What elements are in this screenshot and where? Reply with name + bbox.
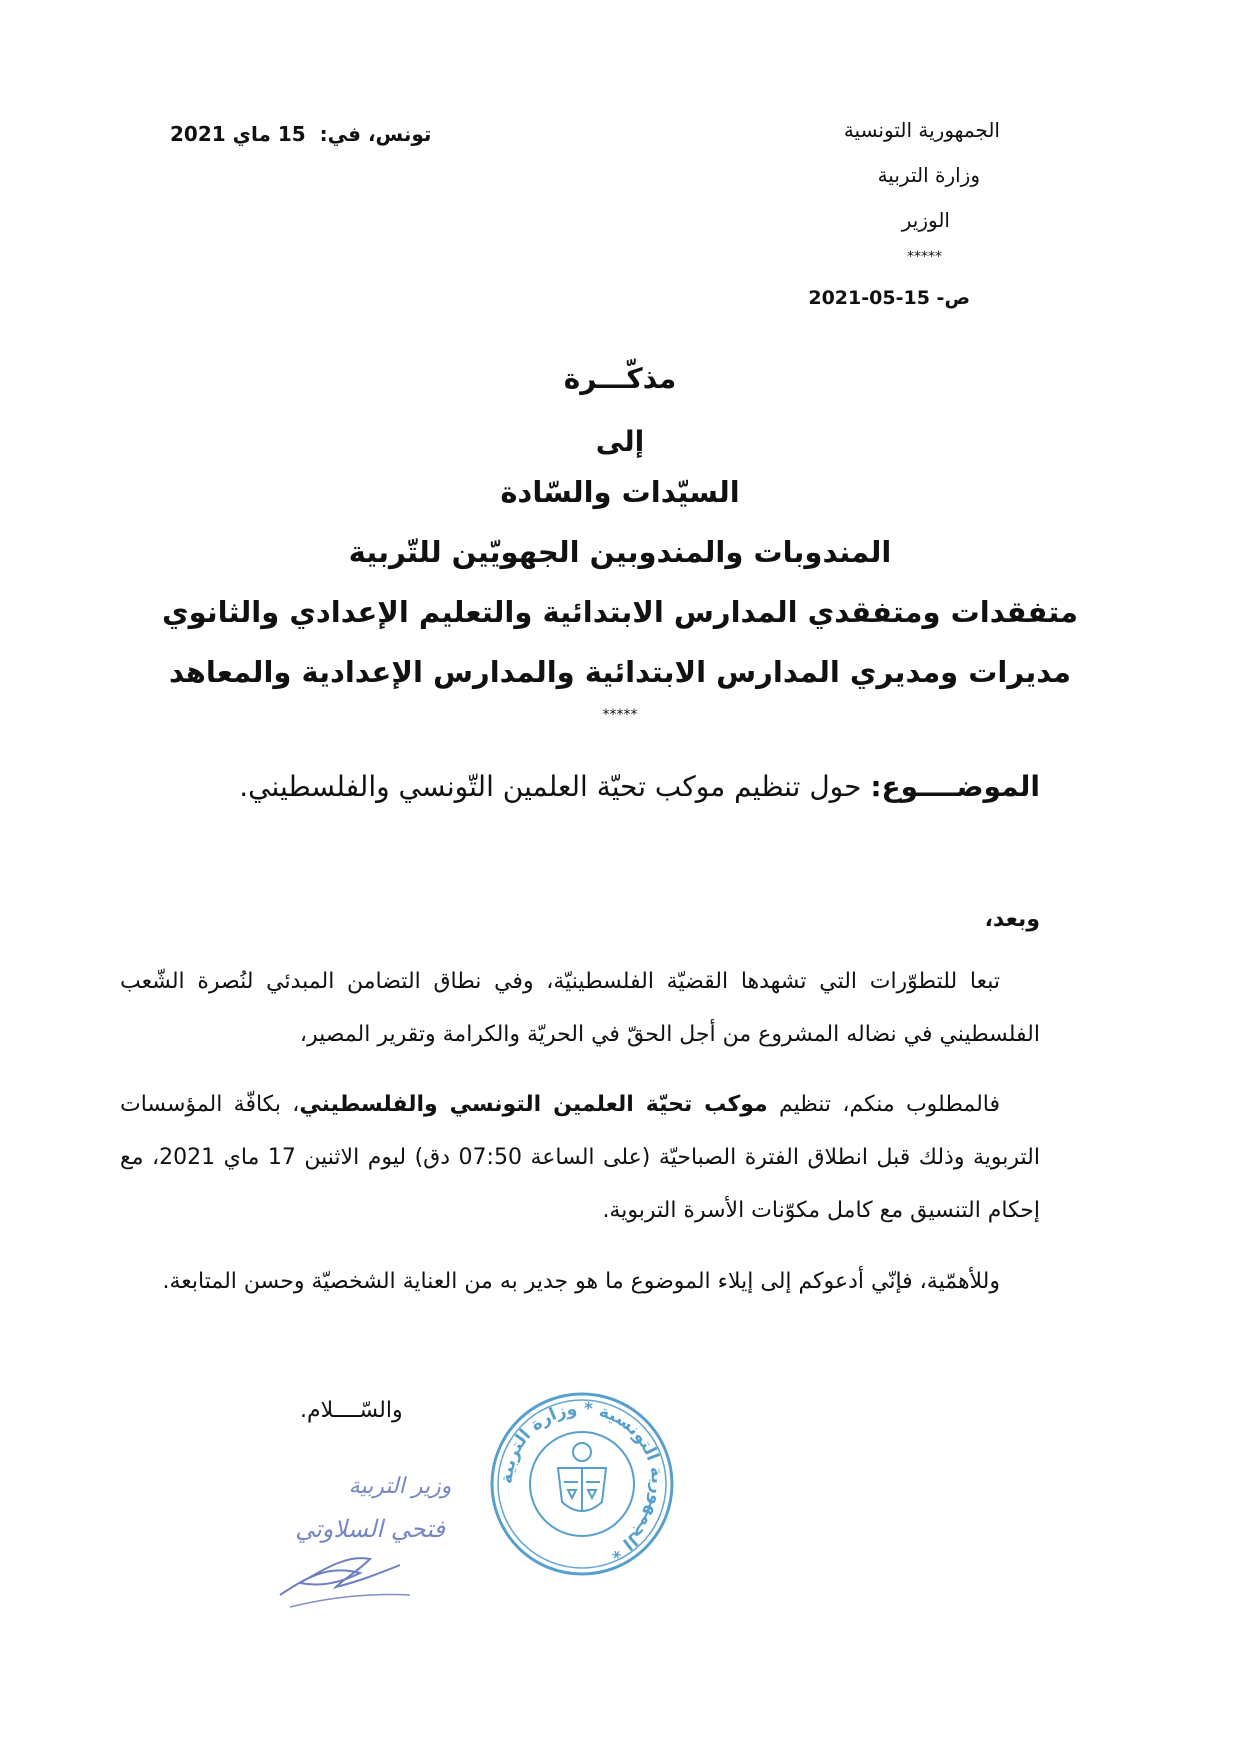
paragraph-text: فالمطلوب منكم، تنظيم (778, 1092, 1001, 1117)
salutation: والسّــــلام. (300, 1398, 403, 1423)
subject-text: حول تنظيم موكب تحيّة العلمين التّونسي والفلسطيني. (239, 770, 862, 803)
paragraph-emphasis: موكب تحيّة العلمين التونسي والفلسطيني (299, 1092, 768, 1117)
official-seal-icon (488, 1390, 676, 1578)
addressee-stars: ***** (602, 707, 638, 723)
paragraph-text: ، بكافّة المؤسسات التربوية وذلك قبل انطلاق الفترة الصباحيّة (على الساعة 07:50 دق) ليوم الاثنين 17 ماي 2021، مع إحكام التنسيق مع كامل مكوّنات الأسرة التربوية. (120, 1092, 1040, 1223)
subject-label: الموضــــوع: (870, 770, 1040, 803)
paragraph-text: تبعا للتطوّرات التي تشهدها القضيّة الفلسطينيّة، وفي نطاق التضامن المبدئي لنُصرة الشّعب الفلسطيني في نضاله المشروع من أجل الحقّ في الحريّة والكرامة وتقرير المصير، (120, 969, 1040, 1047)
addressee-line: مديرات ومديري المدارس الابتدائية والمدارس الإعدادية والمعاهد (169, 655, 1071, 689)
date-line (170, 122, 431, 146)
addressee-line: متفقدات ومتفقدي المدارس الابتدائية والتعليم الإعدادي والثانوي (162, 595, 1078, 629)
svg-text:وزير التربية: وزير التربية (348, 1474, 452, 1499)
reference-number: ص- 15-05-2021 (808, 287, 970, 309)
svg-text:الجمهورية التونسية * وزارة الت: الجمهورية التونسية * وزارة التربية * (496, 1398, 668, 1563)
addressee-line: السيّدات والسّادة (500, 475, 740, 509)
country-name: الجمهورية التونسية (843, 118, 1000, 142)
ministry-name: وزارة التربية (877, 163, 980, 187)
greeting: وبعد، (984, 907, 1040, 932)
paragraph-request (120, 1078, 1040, 1237)
header-stars: ***** (907, 249, 942, 265)
paragraph-context (120, 955, 1040, 1061)
office-name: الوزير (901, 208, 950, 232)
date-place: تونس، في: (319, 122, 432, 146)
paragraph-closing (120, 1255, 1040, 1308)
date-value: 15 ماي 2021 (170, 122, 306, 146)
memo-title: مذكّـــرة (563, 362, 677, 395)
addressee-line: المندوبات والمندوبين الجهويّين للتّربية (348, 535, 892, 569)
subject-line (160, 770, 1040, 803)
svg-text:فتحي السلاوتي: فتحي السلاوتي (295, 1515, 445, 1543)
memo-to: إلى (595, 425, 645, 458)
signature-icon (240, 1455, 460, 1615)
paragraph-text: وللأهمّية، فإنّي أدعوكم إلى إيلاء الموضوع ما هو جدير به من العناية الشخصيّة وحسن المتابعة. (162, 1269, 1000, 1294)
